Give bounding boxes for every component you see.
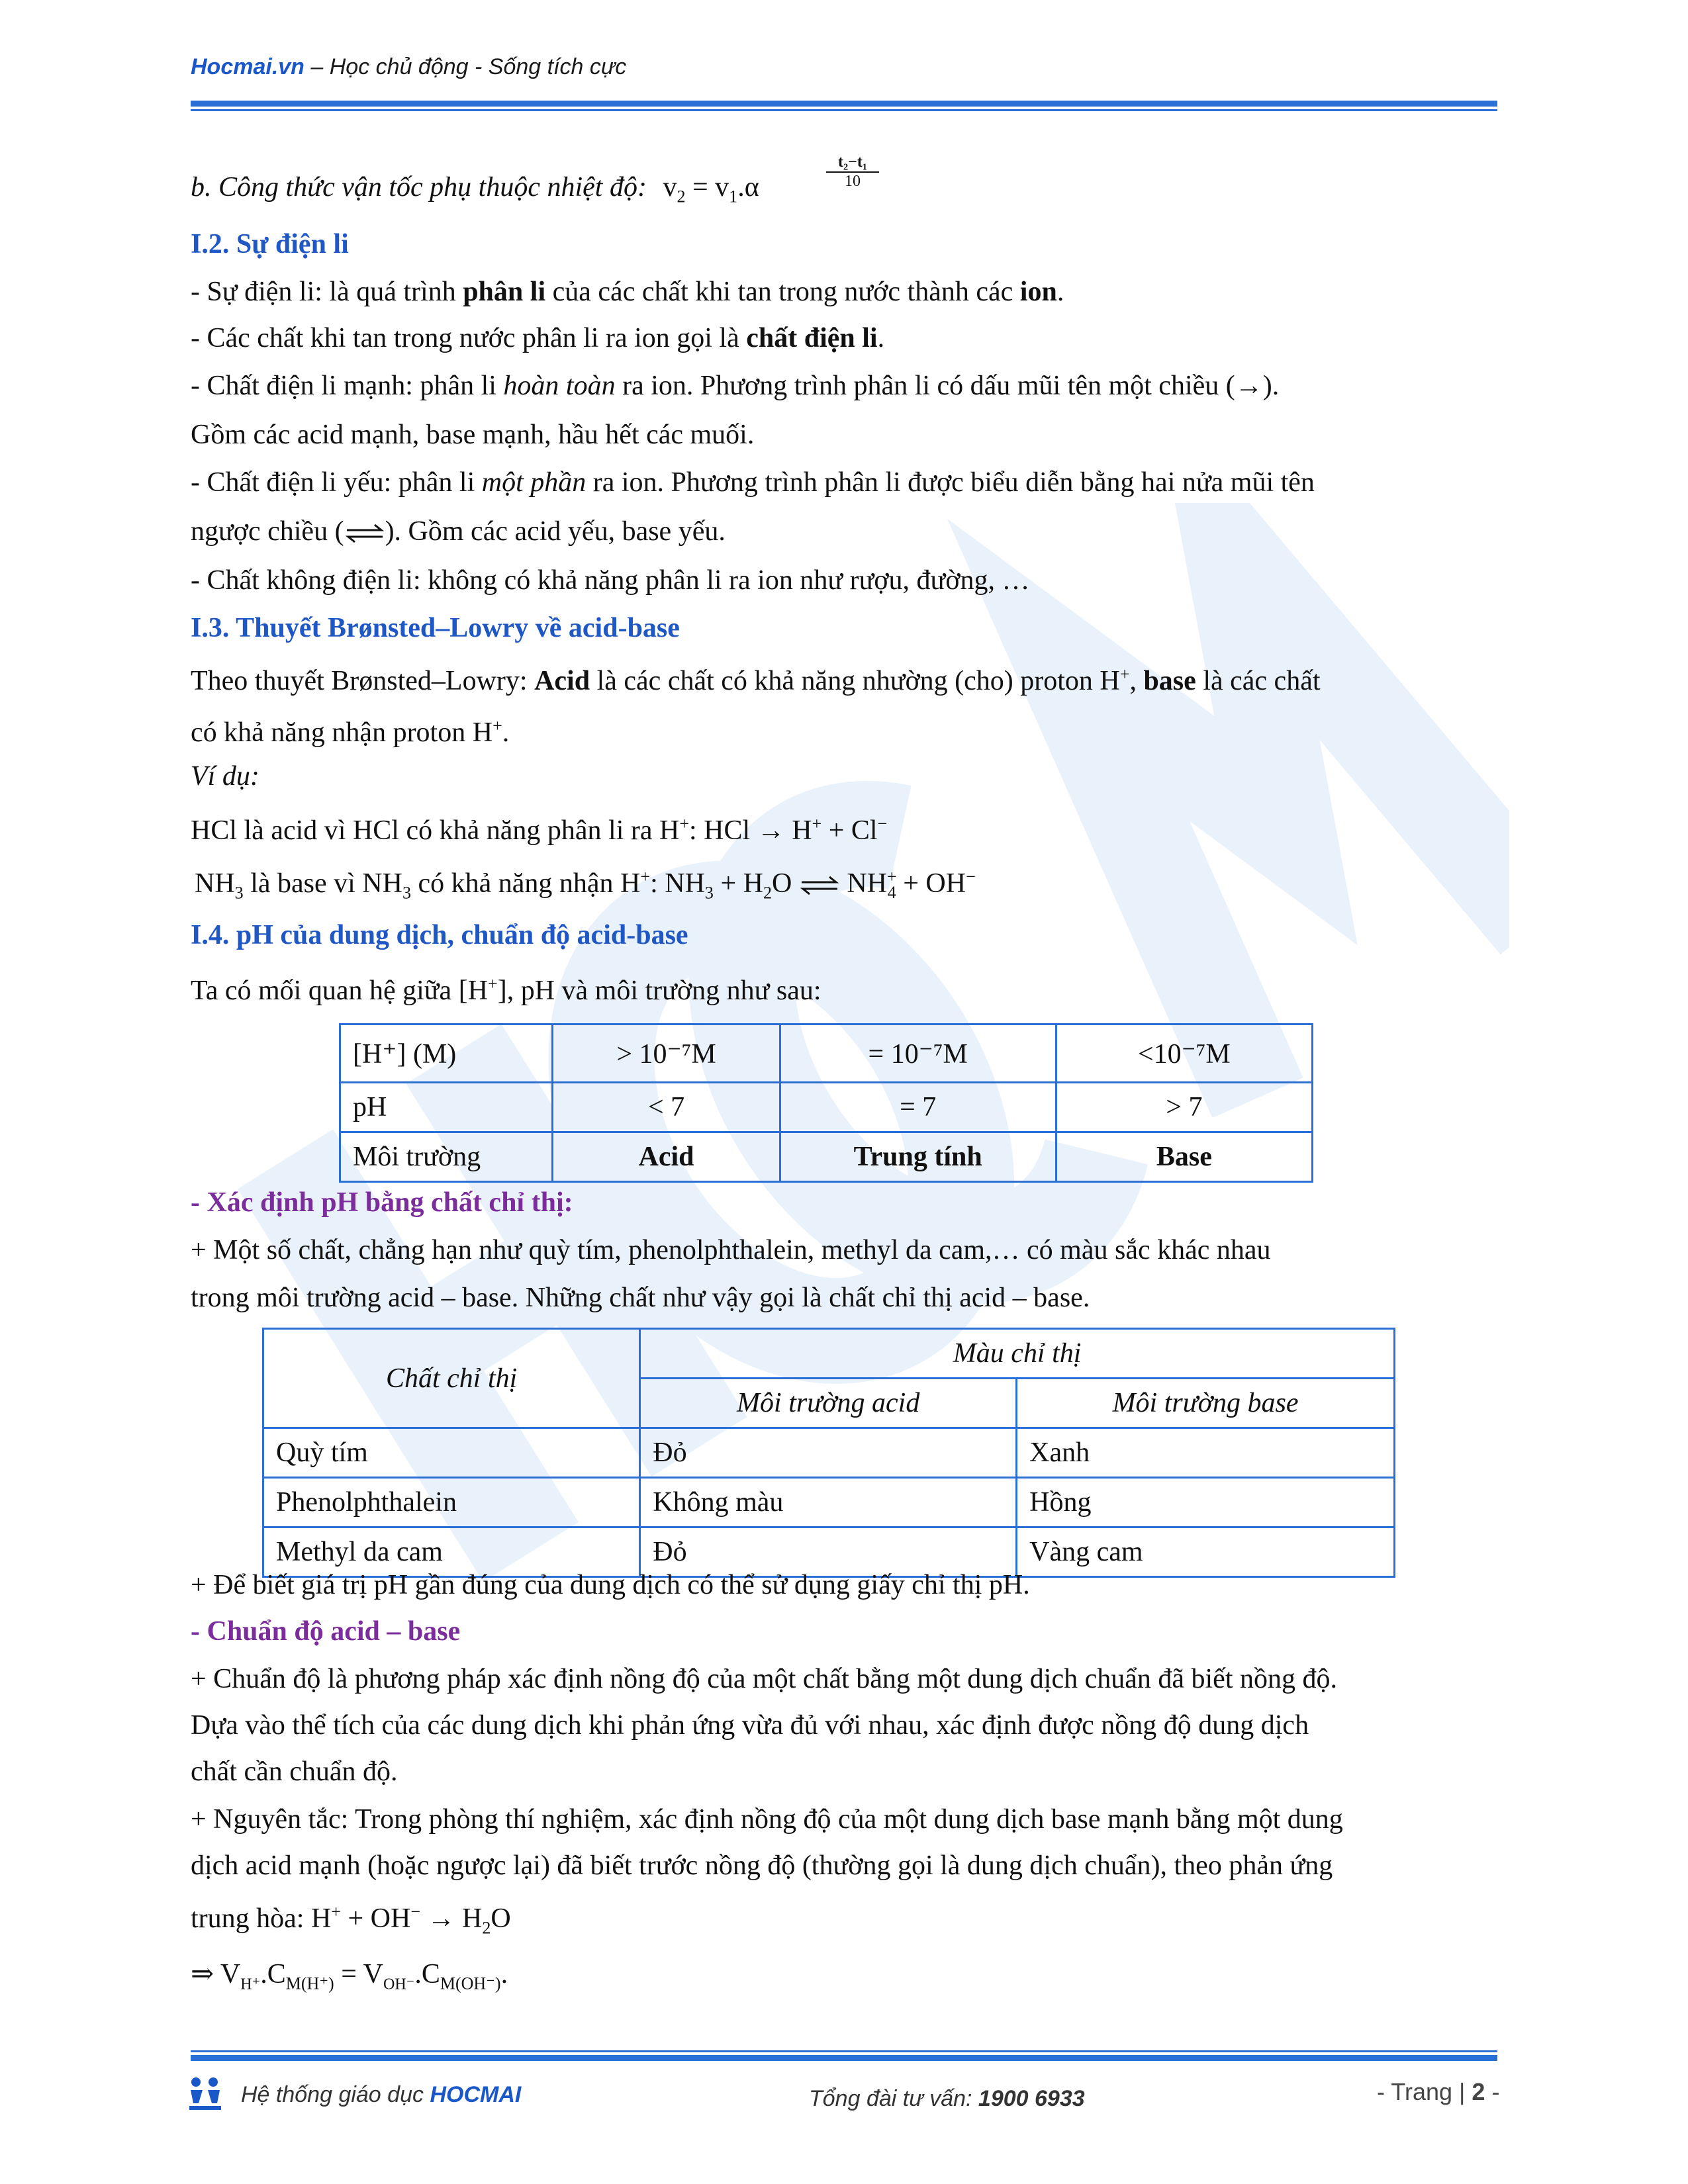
header-rule-thick (191, 101, 1497, 107)
t6c: → H (420, 1903, 483, 1934)
l3b: hoàn toàn (503, 371, 616, 401)
l5b: một phần (481, 467, 586, 498)
titration-line-6: trung hòa: $H^+ + OH^- \to H_2O$ (191, 1902, 511, 1938)
l2c: . (877, 323, 885, 353)
l6b: ). Gồm các acid yếu, base yếu. (385, 516, 726, 547)
ex2f: O (771, 868, 792, 899)
ex2c: có khả năng nhận H (410, 868, 641, 899)
bronsted-line-1: Theo thuyết Brønsted–Lowry: Acid là các chất có khả năng nhường (cho) proton H+, base là các chất (191, 664, 1321, 696)
section-heading-ph: I.4. pH của dung dịch, chuẩn độ acid-base (191, 920, 688, 950)
table-cell: Base (1056, 1132, 1312, 1182)
bronsted-l1b: Acid (534, 666, 590, 696)
electrolysis-line-7: - Chất không điện li: không có khả năng phân li ra ion như rượu, đường, … (191, 565, 1030, 596)
exponent-numerator: t₂−t₁ (826, 154, 879, 173)
titration-line-1: + Chuẩn độ là phương pháp xác định nồng độ của một chất bằng một dung dịch chuẩn đã biết nồng độ. (191, 1664, 1337, 1694)
titration-formula: ⇒ $V_{H^+}.C_{M(H^+)} = V_{OH^-}.C_{M(OH^-)}$. (191, 1959, 508, 1993)
acid-env-header: Môi trường acid (640, 1379, 1017, 1428)
titration-line-5: dịch acid mạnh (hoặc ngược lại) đã biết trước nồng độ (thường gọi là dung dịch chuẩn), theo phản ứng (191, 1850, 1333, 1881)
page-label: - Trang | (1377, 2078, 1472, 2105)
bronsted-l1a: Theo thuyết Brønsted–Lowry: (191, 666, 535, 696)
t7a: .C (260, 1959, 286, 1989)
table-cell: pH (340, 1083, 553, 1132)
l1d: ion (1019, 277, 1057, 307)
table-cell: > 7 (1056, 1083, 1312, 1132)
ex2h: + OH (896, 868, 966, 899)
table-cell: Trung tính (780, 1132, 1056, 1182)
l1c: của các chất khi tan trong nước thành các (545, 277, 1020, 307)
table-row (340, 1083, 1313, 1132)
bronsted-l1f: là các chất (1196, 666, 1321, 696)
table-cell: Methyl da cam (263, 1527, 640, 1577)
titration-heading: - Chuẩn độ acid – base (191, 1616, 461, 1647)
header-brand-line (191, 54, 626, 80)
bronsted-l2: có khả năng nhận proton H (191, 717, 493, 748)
table-cell: < 7 (553, 1083, 780, 1132)
velocity-formula: $v_2 = v_1.\alpha$ (663, 172, 759, 206)
intro-b: ], pH và môi trường như sau: (497, 976, 821, 1006)
formula-label: b. Công thức vận tốc phụ thuộc nhiệt độ: (191, 172, 647, 203)
t7c: .C (414, 1959, 440, 1989)
bronsted-line-2: có khả năng nhận proton H+. (191, 716, 510, 748)
footer-rule-thin (191, 2050, 1497, 2052)
titration-line-4: + Nguyên tắc: Trong phòng thí nghiệm, xác định nồng độ của một dung dịch base mạnh bằng một dung (191, 1804, 1343, 1835)
ph-table (339, 1023, 1313, 1183)
velocity-formula-line (191, 172, 759, 206)
electrolysis-line-1 (191, 278, 1064, 306)
formula-v2: v (663, 172, 677, 203)
l5a: - Chất điện li yếu: phân li (191, 467, 482, 498)
page-number (1377, 2078, 1499, 2106)
table-cell: Hồng (1017, 1478, 1395, 1527)
indicator-header: Chất chỉ thị (263, 1329, 640, 1428)
footer-hotline (809, 2086, 1085, 2112)
table-cell: <10⁻⁷M (1056, 1024, 1312, 1083)
intro-a: Ta có mối quan hệ giữa [H (191, 976, 489, 1006)
table-row (340, 1132, 1313, 1182)
l1b: phân li (463, 277, 546, 307)
electrolysis-line-6 (191, 518, 726, 545)
table-cell: > 10⁻⁷M (553, 1024, 780, 1083)
t7: ⇒ V (191, 1959, 241, 1989)
footer-brand[interactable]: HOCMAI (430, 2082, 522, 2107)
equilibrium-arrow-icon (799, 874, 840, 897)
l1e: . (1056, 277, 1064, 307)
page-num: 2 (1472, 2078, 1485, 2105)
bronsted-l1c: là các chất có khả năng nhường (cho) proton H (590, 666, 1120, 696)
footer-system-label: Hệ thống giáo dục (241, 2082, 430, 2107)
electrolysis-line-3 (191, 372, 1279, 400)
example-hcl: HCl là acid vì HCl có khả năng phân li ra H+: HCl → H+ + Cl− (191, 814, 888, 846)
table-cell: Phenolphthalein (263, 1478, 640, 1527)
l2a: - Các chất khi tan trong nước phân li ra ion gọi là (191, 323, 747, 353)
table-row (340, 1024, 1313, 1083)
electrolysis-line-2 (191, 324, 884, 352)
bronsted-l2end: . (502, 717, 510, 748)
titration-line-2: Dựa vào thể tích của các dung dịch khi phản ứng vừa đủ với nhau, xác định được nồng độ dung dịch (191, 1710, 1309, 1741)
t6a: trung hòa: H (191, 1903, 332, 1934)
table-cell: Môi trường (340, 1132, 553, 1182)
electrolysis-line-4: Gồm các acid mạnh, base mạnh, hầu hết các muối. (191, 420, 755, 450)
table-row (263, 1329, 1395, 1379)
brand-name[interactable]: Hocmai.vn (191, 54, 305, 79)
ex2a: NH (195, 868, 235, 899)
electrolysis-line-5 (191, 469, 1315, 496)
table-cell: Quỳ tím (263, 1428, 640, 1478)
table-row (263, 1478, 1395, 1527)
hocmai-logo-icon (187, 2075, 224, 2113)
l1a: - Sự điện li: là quá trình (191, 277, 463, 307)
table-cell: = 10⁻⁷M (780, 1024, 1056, 1083)
ex1a: HCl là acid vì HCl có khả năng phân li ra H (191, 815, 680, 846)
l3c: ra ion. Phương trình phân li có dấu mũi tên một chiều (→). (615, 371, 1280, 401)
footer-system (241, 2082, 521, 2108)
table-cell: Đỏ (640, 1428, 1017, 1478)
color-header: Màu chỉ thị (640, 1329, 1395, 1379)
table-cell: [H⁺] (M) (340, 1024, 553, 1083)
t7b: = V (334, 1959, 383, 1989)
bronsted-l1d: , (1129, 666, 1144, 696)
table-cell: Vàng cam (1017, 1527, 1395, 1577)
ex1c: + Cl (821, 815, 878, 846)
formula-eq: = v (685, 172, 729, 203)
example-label: Ví dụ: (191, 761, 259, 792)
titration-line-3: chất cần chuẩn độ. (191, 1756, 398, 1787)
header-rule-thin (191, 109, 1497, 111)
footer-rule-thick (191, 2055, 1497, 2061)
indicator-heading: - Xác định pH bằng chất chỉ thị: (191, 1187, 573, 1218)
slogan: – Học chủ động - Sống tích cực (304, 54, 627, 79)
ex1b: : HCl → H (689, 815, 812, 846)
section-heading-bronsted: I.3. Thuyết Brønsted–Lowry về acid-base (191, 613, 680, 643)
example-nh3: $NH_3$ là base vì $NH_3$ có khả năng nhận H+: $NH_3 + H_2O$ $NH^+_4 + OH^-$ (195, 867, 976, 903)
ex2e: + H (713, 868, 763, 899)
table-cell: = 7 (780, 1083, 1056, 1132)
l3a: - Chất điện li mạnh: phân li (191, 371, 504, 401)
l6a: ngược chiều ( (191, 516, 344, 547)
ex2d: : NH (650, 868, 705, 899)
table-cell: Đỏ (640, 1527, 1017, 1577)
formula-exponent (826, 154, 879, 191)
exponent-denominator: 10 (845, 173, 861, 190)
bronsted-l1e: base (1143, 666, 1196, 696)
ex2g: NH (839, 868, 887, 899)
t7end: . (500, 1959, 508, 1989)
page-end: - (1485, 2078, 1500, 2105)
table-cell: Acid (553, 1132, 780, 1182)
table-cell: Xanh (1017, 1428, 1395, 1478)
hotline-label: Tổng đài tư vấn: (809, 2086, 978, 2111)
ex2b: là base vì NH (243, 868, 402, 899)
ph-intro: Ta có mối quan hệ giữa [H+], pH và môi trường như sau: (191, 974, 821, 1006)
l2b: chất điện li (746, 323, 878, 353)
indicator-line-3: + Để biết giá trị pH gần đúng của dung dịch có thể sử dụng giấy chỉ thị pH. (191, 1570, 1030, 1600)
t6d: O (491, 1903, 511, 1934)
section-heading-electrolysis: I.2. Sự điện li (191, 229, 349, 259)
formula-alpha: .α (737, 172, 759, 203)
indicator-line-2: trong môi trường acid – base. Những chất như vậy gọi là chất chỉ thị acid – base. (191, 1283, 1090, 1313)
indicator-table (262, 1328, 1395, 1578)
t6b: + OH (340, 1903, 411, 1934)
indicator-line-1: + Một số chất, chẳng hạn như quỳ tím, phenolphthalein, methyl da cam,… có màu sắc khác nhau (191, 1235, 1271, 1265)
l5c: ra ion. Phương trình phân li được biểu diễn bằng hai nửa mũi tên (586, 467, 1315, 498)
table-cell: Không màu (640, 1478, 1017, 1527)
table-row (263, 1428, 1395, 1478)
equilibrium-arrow-icon (344, 522, 385, 545)
hotline-number[interactable]: 1900 6933 (978, 2086, 1085, 2111)
base-env-header: Môi trường base (1017, 1379, 1395, 1428)
